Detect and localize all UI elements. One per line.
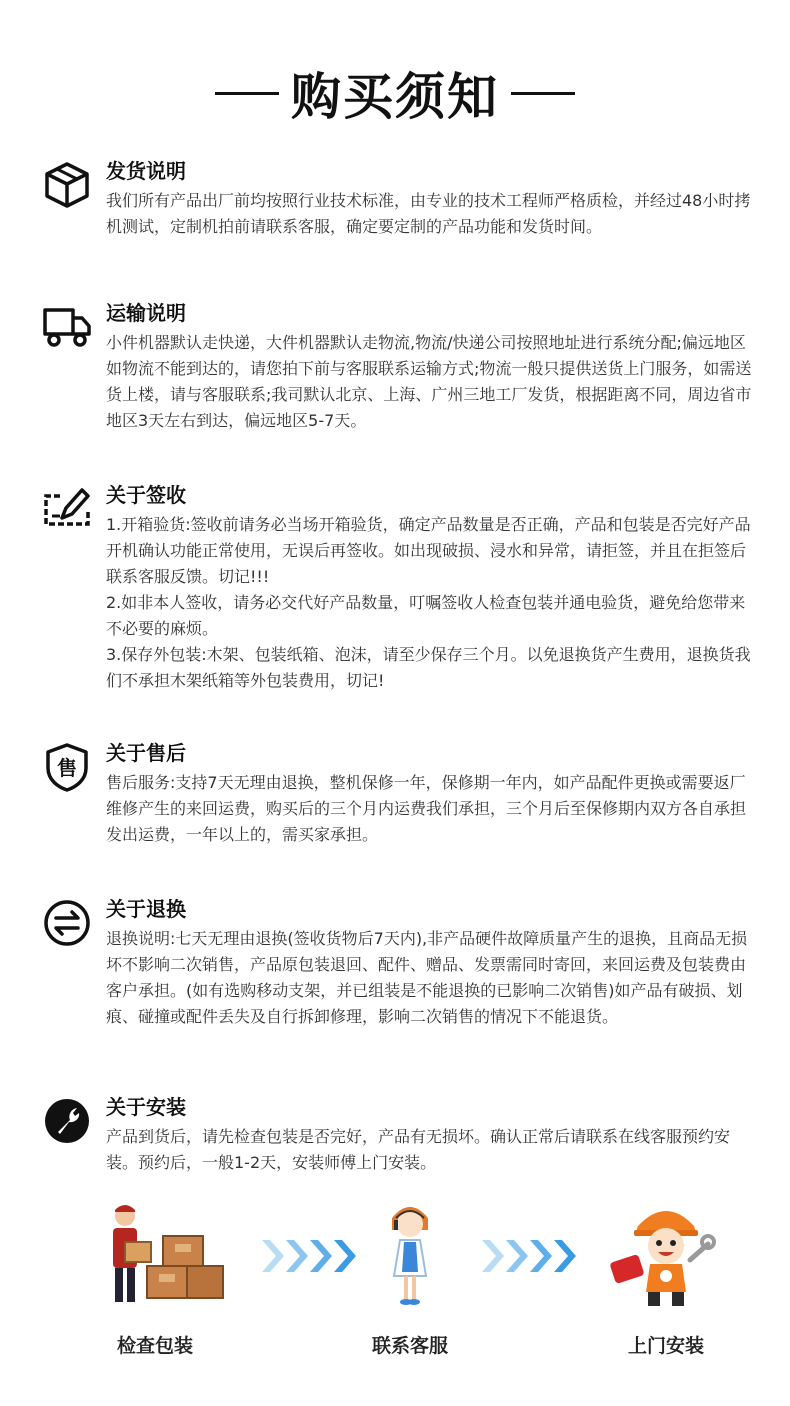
chevron-arrows-icon [478, 1236, 578, 1276]
section-heading: 关于签收 [106, 483, 186, 507]
wrench-icon [42, 1096, 92, 1146]
section-paragraph: 3.保存外包装:木架、包装纸箱、泡沫，请至少保存三个月。以免退换货产生费用，退换货我们不承担木架纸箱等外包装费用，切记! [106, 645, 751, 690]
exchange-icon [42, 898, 92, 948]
page-title: 购买须知 [291, 68, 499, 126]
title-line-right [511, 92, 575, 95]
section-paragraph: 1.开箱验货:签收前请务必当场开箱验货，确定产品数量是否正确，产品和包装是否完好产品开机确认功能正常使用，无误后再签收。如出现破损、浸水和异常，请拒签，并且在拒签后联系客服反馈。切记!!! [106, 515, 751, 586]
section-shipping [42, 160, 758, 270]
step-label: 检查包装 [116, 1335, 193, 1357]
section-heading: 关于安装 [106, 1095, 186, 1119]
section-body [106, 330, 752, 434]
truck-icon [42, 302, 92, 352]
section-receipt [42, 484, 758, 704]
section-heading: 运输说明 [106, 301, 186, 325]
section-paragraph: 产品到货后，请先检查包装是否完好，产品有无损坏。确认正常后请联系在线客服预约安装。预约后，一般1-2天，安装师傅上门安装。 [106, 1127, 731, 1172]
step-label: 联系客服 [371, 1335, 448, 1357]
section-paragraph: 退换说明:七天无理由退换(签收货物后7天内),非产品硬件故障质量产生的退换，且商品无损坏不影响二次销售，产品原包装退回、配件、赠品、发票需同时寄回，来回运费及包装费由客户承担。(如有选购移动支架，并已组装是不能退换的已影响二次销售)如产品有破损、划痕、碰撞或配件丢失及自行拆卸修理，影响二次销售的情况下不能退货。 [106, 929, 748, 1026]
section-paragraph: 售后服务:支持7天无理由退换，整机保修一年，保修期一年内，如产品配件更换或需要返厂维修产生的来回运费，购买后的三个月内运费我们承担，三个月后至保修期内双方各自承担发出运费，一年以上的，需买家承担。 [106, 773, 747, 844]
section-body [106, 188, 752, 240]
step-label: 上门安装 [627, 1335, 704, 1357]
section-paragraph: 我们所有产品出厂前均按照行业技术标准，由专业的技术工程师严格质检，并经过48小时拷机测试，定制机拍前请联系客服，确定要定制的产品功能和发货时间。 [106, 191, 751, 236]
installation-steps [0, 1196, 790, 1366]
customer-service-icon [330, 1196, 490, 1316]
sign-pen-icon [42, 484, 92, 534]
delivery-boxes-icon [75, 1196, 235, 1316]
step-contact-service [330, 1196, 490, 1366]
title-line-left [215, 92, 279, 95]
shield-glyph: 售 [57, 756, 77, 780]
after-sales-shield-icon [42, 742, 92, 792]
box-icon [42, 160, 92, 210]
section-after-sales [42, 742, 758, 862]
section-body [106, 770, 752, 848]
section-heading: 发货说明 [106, 159, 186, 183]
section-transport [42, 302, 758, 442]
section-body [106, 512, 752, 694]
step-check-package [75, 1196, 235, 1366]
section-heading: 关于售后 [106, 741, 186, 765]
installer-icon [586, 1196, 746, 1316]
section-paragraph: 2.如非本人签收，请务必交代好产品数量，叮嘱签收人检查包装并通电验货，避免给您带来不必要的麻烦。 [106, 593, 746, 638]
section-installation [42, 1096, 758, 1180]
title-row [0, 58, 790, 128]
section-heading: 关于退换 [106, 897, 186, 921]
section-body [106, 1124, 752, 1176]
section-paragraph: 小件机器默认走快递，大件机器默认走物流,物流/快递公司按照地址进行系统分配;偏远地区如物流不能到达的，请您拍下前与客服联系运输方式;物流一般只提供送货上门服务，如需送货上楼，请与客服联系;我司默认北京、上海、广州三地工厂发货，根据距离不同，周边省市地区3天左右到达，偏远地区5-7天。 [106, 333, 752, 430]
section-body [106, 926, 752, 1030]
step-onsite-install [586, 1196, 746, 1366]
section-returns [42, 898, 758, 1064]
